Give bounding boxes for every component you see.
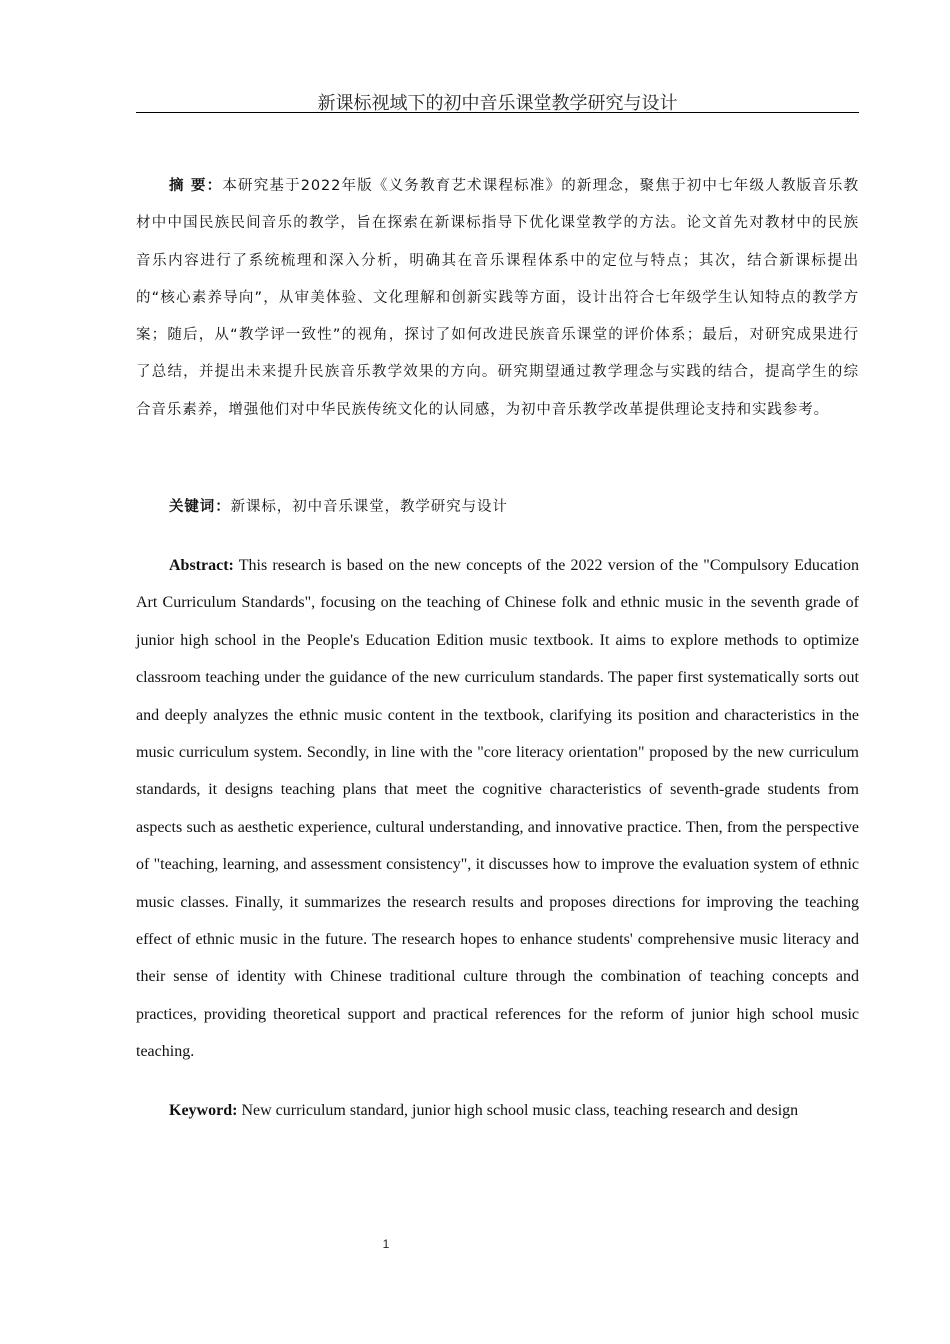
chinese-abstract (136, 168, 859, 429)
english-keywords (136, 1092, 859, 1129)
english-keywords-label: Keyword: (169, 1102, 238, 1119)
chinese-abstract-text: 本研究基于2022年版《义务教育艺术课程标准》的新理念，聚焦于初中七年级人教版音乐教材中中国民族民间音乐的教学，旨在探索在新课标指导下优化课堂教学的方法。论文首先对教材中的民族音乐内容进行了系统梳理和深入分析，明确其在音乐课程体系中的定位与特点；其次，结合新课标提出的“核心素养导向”，从审美体验、文化理解和创新实践等方面，设计出符合七年级学生认知特点的教学方案；随后，从“教学评一致性”的视角，探讨了如何改进民族音乐课堂的评价体系；最后，对研究成果进行了总结，并提出未来提升民族音乐教学效果的方向。研究期望通过教学理念与实践的结合，提高学生的综合音乐素养，增强他们对中华民族传统文化的认同感，为初中音乐教学改革提供理论支持和实践参考。 (136, 178, 859, 418)
english-abstract (136, 547, 859, 1071)
chinese-keywords-label: 关键词： (169, 499, 231, 515)
chinese-keywords (136, 489, 859, 526)
chinese-abstract-label: 摘 要： (169, 178, 223, 194)
english-keywords-text: New curriculum standard, junior high school music class, teaching research and design (241, 1102, 799, 1119)
chinese-keywords-text: 新课标，初中音乐课堂，教学研究与设计 (230, 499, 508, 515)
page-number: 1 (382, 1237, 390, 1251)
running-header: 新课标视域下的初中音乐课堂教学研究与设计 (317, 93, 678, 113)
english-abstract-label: Abstract: (169, 557, 234, 574)
header-rule (136, 112, 859, 113)
english-abstract-text: This research is based on the new concepts of the 2022 version of the "Compulsory Education Art Curriculum Standards", focusing on the teaching of Chinese folk and ethnic music in the seventh grade of junior high school in the People's Education Edition music textbook. It aims to explore methods to optimize classroom teaching under the guidance of the new curriculum standards. The paper first systematically sorts out and deeply analyzes the ethnic music content in the textbook, clarifying its position and characteristics in the music curriculum system. Secondly, in line with the "core literacy orientation" proposed by the new curriculum standards, it designs teaching plans that meet the cognitive characteristics of seventh-grade students from aspects such as aesthetic experience, cultural understanding, and innovative practice. Then, from the perspective of "teaching, learning, and assessment consistency", it discusses how to improve the evaluation system of ethnic music classes. Finally, it summarizes the research results and proposes directions for improving the teaching effect of ethnic music in the future. The research hopes to enhance students' comprehensive music literacy and their sense of identity with Chinese traditional culture through the combination of teaching concepts and practices, providing theoretical support and practical references for the reform of junior high school music teaching. (136, 557, 859, 1061)
